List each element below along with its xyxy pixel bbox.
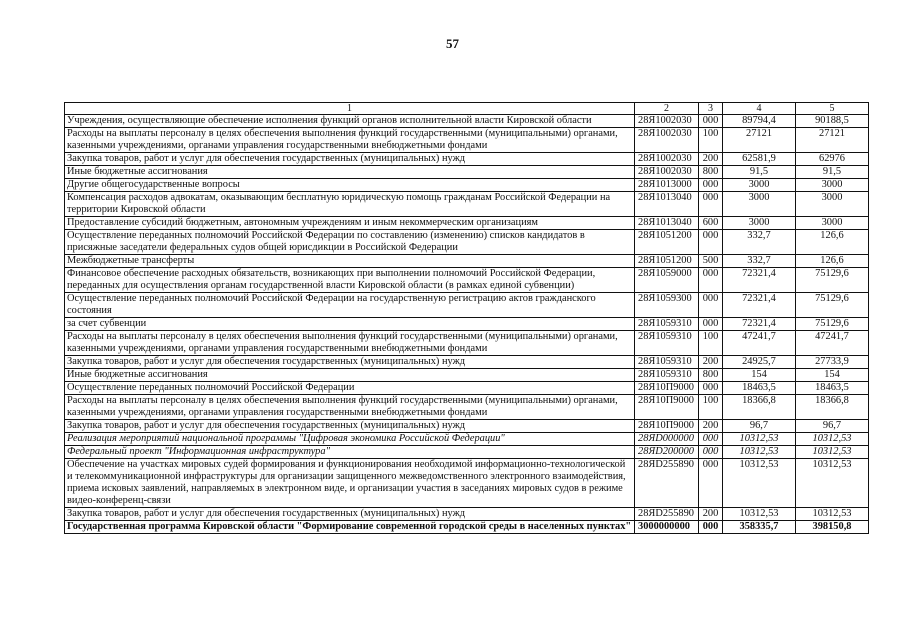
row-type-cell: 000 — [699, 459, 723, 508]
row-value-col5-cell: 126,6 — [796, 255, 869, 268]
row-value-col5-cell: 10312,53 — [796, 459, 869, 508]
row-type-cell: 000 — [699, 115, 723, 128]
row-type-cell: 600 — [699, 217, 723, 230]
row-name-cell: Осуществление переданных полномочий Российской Федерации по составлению (изменению) списков кандидатов в присяжные заседатели федеральных судов общей юрисдикции в Российской Федерации — [65, 230, 635, 255]
table-row — [65, 230, 869, 255]
table-row — [65, 356, 869, 369]
row-value-col4-cell: 10312,53 — [723, 433, 796, 446]
row-name-cell: Осуществление переданных полномочий Российской Федерации — [65, 382, 635, 395]
row-name-cell: Закупка товаров, работ и услуг для обеспечения государственных (муниципальных) нужд — [65, 508, 635, 521]
row-code-cell: 28Я10П9000 — [635, 420, 699, 433]
row-value-col5-cell: 75129,6 — [796, 293, 869, 318]
row-code-cell: 28Я1059310 — [635, 356, 699, 369]
table-row — [65, 508, 869, 521]
row-value-col5-cell: 10312,53 — [796, 433, 869, 446]
row-value-col4-cell: 10312,53 — [723, 446, 796, 459]
row-value-col5-cell: 90188,5 — [796, 115, 869, 128]
table-header-row — [65, 103, 869, 115]
row-value-col4-cell: 62581,9 — [723, 153, 796, 166]
table-row — [65, 382, 869, 395]
row-code-cell: 28Я1051200 — [635, 255, 699, 268]
row-value-col4-cell: 3000 — [723, 192, 796, 217]
row-type-cell: 800 — [699, 166, 723, 179]
row-name-cell: Межбюджетные трансферты — [65, 255, 635, 268]
row-code-cell: 28Я10П9000 — [635, 382, 699, 395]
row-name-cell: Закупка товаров, работ и услуг для обеспечения государственных (муниципальных) нужд — [65, 420, 635, 433]
row-value-col5-cell: 3000 — [796, 179, 869, 192]
row-code-cell: 28Я1059310 — [635, 318, 699, 331]
row-type-cell: 000 — [699, 433, 723, 446]
table-row — [65, 268, 869, 293]
row-value-col4-cell: 10312,53 — [723, 508, 796, 521]
row-code-cell: 28ЯD200000 — [635, 446, 699, 459]
row-value-col5-cell: 10312,53 — [796, 508, 869, 521]
row-value-col5-cell: 75129,6 — [796, 318, 869, 331]
column-header: 4 — [723, 103, 796, 115]
row-value-col4-cell: 91,5 — [723, 166, 796, 179]
table-row — [65, 420, 869, 433]
row-type-cell: 000 — [699, 382, 723, 395]
row-code-cell: 28Я1002030 — [635, 166, 699, 179]
row-value-col4-cell: 3000 — [723, 179, 796, 192]
row-name-cell: Реализация мероприятий национальной программы "Цифровая экономика Российской Федерации" — [65, 433, 635, 446]
row-name-cell: Обеспечение на участках мировых судей формирования и функционирования необходимой информационно-технологической и телекоммуникационной инфраструктуры для организации защищенного межведомственного электронного взаимодействия, приема исковых заявлений, направляемых в электронном виде, и организации участия в заседаниях мировых судов в режиме видео-конференц-связи — [65, 459, 635, 508]
row-name-cell: Государственная программа Кировской области "Формирование современной городской среды в населенных пунктах" — [65, 521, 635, 534]
page-number: 57 — [446, 36, 459, 51]
table-row — [65, 217, 869, 230]
table-row — [65, 521, 869, 534]
row-name-cell: за счет субвенции — [65, 318, 635, 331]
row-name-cell: Финансовое обеспечение расходных обязательств, возникающих при выполнении полномочий Российской Федерации, переданных для осуществления органам государственной власти Кировской области (в рамках единой субвенции) — [65, 268, 635, 293]
table-row — [65, 179, 869, 192]
row-value-col4-cell: 10312,53 — [723, 459, 796, 508]
row-code-cell: 28Я1051200 — [635, 230, 699, 255]
budget-table — [64, 102, 869, 534]
row-value-col5-cell: 10312,53 — [796, 446, 869, 459]
row-value-col5-cell: 18463,5 — [796, 382, 869, 395]
row-type-cell: 100 — [699, 331, 723, 356]
row-value-col4-cell: 24925,7 — [723, 356, 796, 369]
row-type-cell: 800 — [699, 369, 723, 382]
row-value-col4-cell: 18366,8 — [723, 395, 796, 420]
row-code-cell: 28Я10П9000 — [635, 395, 699, 420]
row-value-col4-cell: 332,7 — [723, 255, 796, 268]
row-type-cell: 100 — [699, 395, 723, 420]
table-row — [65, 153, 869, 166]
row-type-cell: 200 — [699, 356, 723, 369]
row-value-col4-cell: 89794,4 — [723, 115, 796, 128]
row-name-cell: Другие общегосударственные вопросы — [65, 179, 635, 192]
row-code-cell: 28Я1059000 — [635, 268, 699, 293]
row-name-cell: Иные бюджетные ассигнования — [65, 369, 635, 382]
row-value-col4-cell: 154 — [723, 369, 796, 382]
row-value-col5-cell: 47241,7 — [796, 331, 869, 356]
column-header: 1 — [65, 103, 635, 115]
table-row — [65, 293, 869, 318]
row-type-cell: 200 — [699, 508, 723, 521]
column-header: 5 — [796, 103, 869, 115]
row-code-cell: 28Я1059310 — [635, 369, 699, 382]
row-value-col5-cell: 62976 — [796, 153, 869, 166]
row-code-cell: 28ЯD255890 — [635, 508, 699, 521]
row-type-cell: 100 — [699, 128, 723, 153]
row-name-cell: Предоставление субсидий бюджетным, автономным учреждениям и иным некоммерческим организациям — [65, 217, 635, 230]
row-value-col5-cell: 126,6 — [796, 230, 869, 255]
row-value-col5-cell: 75129,6 — [796, 268, 869, 293]
row-value-col5-cell: 96,7 — [796, 420, 869, 433]
row-name-cell: Расходы на выплаты персоналу в целях обеспечения выполнения функций государственными (муниципальными) органами, казенными учреждениями, органами управления государственными внебюджетными фондами — [65, 331, 635, 356]
row-value-col4-cell: 18463,5 — [723, 382, 796, 395]
row-name-cell: Компенсация расходов адвокатам, оказывающим бесплатную юридическую помощь гражданам Российской Федерации на территории Кировской области — [65, 192, 635, 217]
row-code-cell: 28Я1013040 — [635, 217, 699, 230]
row-code-cell: 28Я1059310 — [635, 331, 699, 356]
row-value-col5-cell: 91,5 — [796, 166, 869, 179]
row-name-cell: Закупка товаров, работ и услуг для обеспечения государственных (муниципальных) нужд — [65, 153, 635, 166]
row-code-cell: 28Я1013040 — [635, 192, 699, 217]
row-name-cell: Осуществление переданных полномочий Российской Федерации на государственную регистрацию актов гражданского состояния — [65, 293, 635, 318]
table-row — [65, 255, 869, 268]
row-type-cell: 000 — [699, 318, 723, 331]
row-type-cell: 500 — [699, 255, 723, 268]
row-value-col4-cell: 47241,7 — [723, 331, 796, 356]
row-value-col4-cell: 72321,4 — [723, 318, 796, 331]
row-value-col4-cell: 72321,4 — [723, 293, 796, 318]
table-row — [65, 395, 869, 420]
row-type-cell: 000 — [699, 230, 723, 255]
row-value-col5-cell: 27121 — [796, 128, 869, 153]
row-value-col5-cell: 398150,8 — [796, 521, 869, 534]
table-row — [65, 115, 869, 128]
row-name-cell: Закупка товаров, работ и услуг для обеспечения государственных (муниципальных) нужд — [65, 356, 635, 369]
table-row — [65, 166, 869, 179]
row-value-col5-cell: 3000 — [796, 217, 869, 230]
row-code-cell: 3000000000 — [635, 521, 699, 534]
table-row — [65, 369, 869, 382]
row-type-cell: 200 — [699, 153, 723, 166]
row-value-col5-cell: 3000 — [796, 192, 869, 217]
table-row — [65, 459, 869, 508]
table-row — [65, 331, 869, 356]
row-value-col5-cell: 18366,8 — [796, 395, 869, 420]
row-name-cell: Учреждения, осуществляющие обеспечение исполнения функций органов исполнительной власти Кировской области — [65, 115, 635, 128]
row-value-col4-cell: 332,7 — [723, 230, 796, 255]
row-type-cell: 000 — [699, 293, 723, 318]
row-code-cell: 28ЯD255890 — [635, 459, 699, 508]
table-row — [65, 446, 869, 459]
row-code-cell: 28Я1013000 — [635, 179, 699, 192]
column-header: 2 — [635, 103, 699, 115]
row-value-col5-cell: 154 — [796, 369, 869, 382]
row-code-cell: 28Я1002030 — [635, 115, 699, 128]
table-row — [65, 128, 869, 153]
table-row — [65, 318, 869, 331]
row-name-cell: Федеральный проект "Информационная инфраструктура" — [65, 446, 635, 459]
row-value-col5-cell: 27733,9 — [796, 356, 869, 369]
row-code-cell: 28ЯD000000 — [635, 433, 699, 446]
row-name-cell: Расходы на выплаты персоналу в целях обеспечения выполнения функций государственными (муниципальными) органами, казенными учреждениями, органами управления государственными внебюджетными фондами — [65, 395, 635, 420]
row-type-cell: 000 — [699, 192, 723, 217]
row-type-cell: 000 — [699, 446, 723, 459]
row-type-cell: 200 — [699, 420, 723, 433]
row-type-cell: 000 — [699, 268, 723, 293]
row-name-cell: Иные бюджетные ассигнования — [65, 166, 635, 179]
row-type-cell: 000 — [699, 521, 723, 534]
row-value-col4-cell: 3000 — [723, 217, 796, 230]
row-value-col4-cell: 358335,7 — [723, 521, 796, 534]
table-row — [65, 192, 869, 217]
table-row — [65, 433, 869, 446]
row-name-cell: Расходы на выплаты персоналу в целях обеспечения выполнения функций государственными (муниципальными) органами, казенными учреждениями, органами управления государственными внебюджетными фондами — [65, 128, 635, 153]
row-code-cell: 28Я1002030 — [635, 153, 699, 166]
row-value-col4-cell: 27121 — [723, 128, 796, 153]
row-code-cell: 28Я1059300 — [635, 293, 699, 318]
row-value-col4-cell: 96,7 — [723, 420, 796, 433]
row-code-cell: 28Я1002030 — [635, 128, 699, 153]
row-value-col4-cell: 72321,4 — [723, 268, 796, 293]
column-header: 3 — [699, 103, 723, 115]
row-type-cell: 000 — [699, 179, 723, 192]
